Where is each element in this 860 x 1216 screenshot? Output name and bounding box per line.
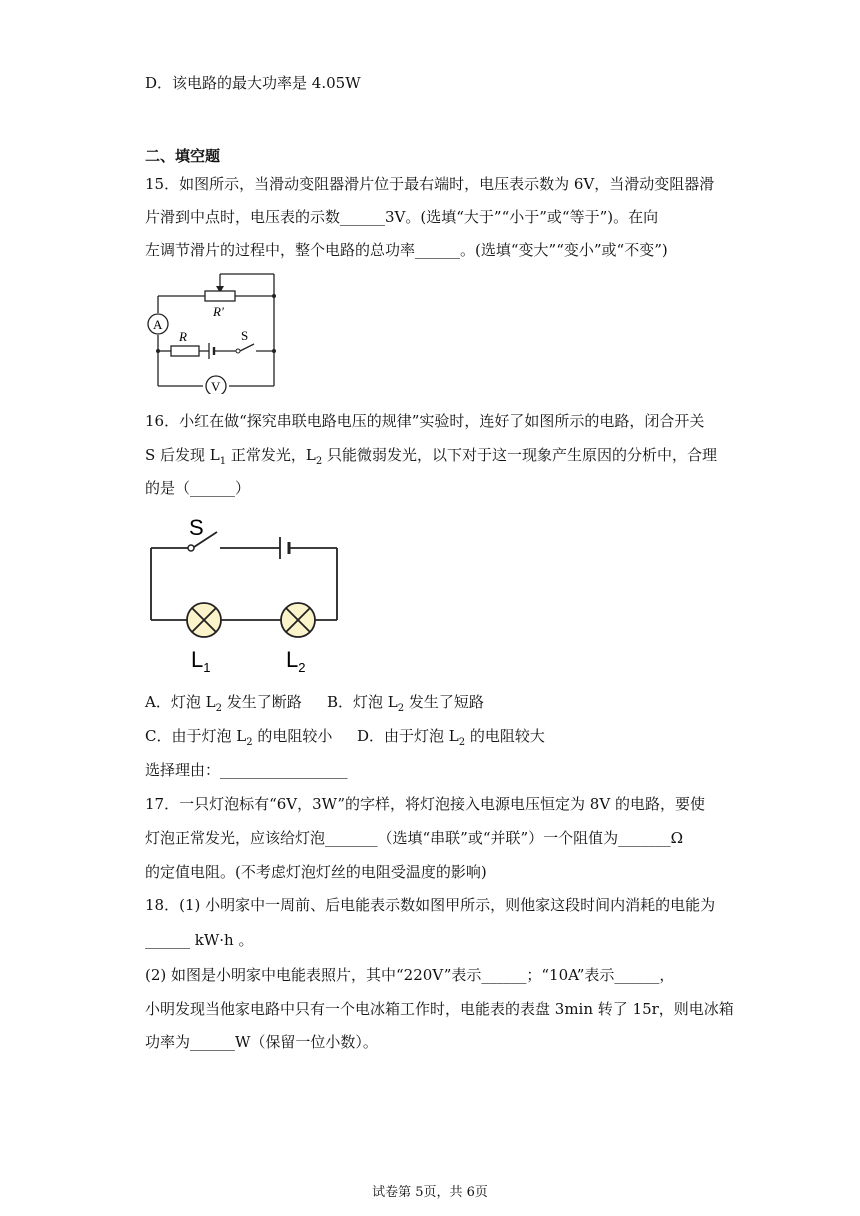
q16-option-d: D．由于灯泡 $L_2$ 的电阻较大 [357, 727, 545, 748]
q18-line-3: (2) 如图是小明家中电能表照片，其中“220V”表示______；“10A”表示______， [145, 966, 675, 984]
q15-label-voltmeter: V [211, 379, 221, 394]
q16-label-switch: S [189, 515, 204, 540]
q16-label-lamp1: $L_1$ [191, 647, 211, 675]
section-title: 二、填空题 [145, 147, 221, 165]
q18-line-1: 18．(1) 小明家中一周前、后电能表示数如图甲所示，则他家这段时间内消耗的电能为 [145, 896, 716, 914]
q17-line-2: 灯泡正常发光，应该给灯泡_______（选填“串联”或“并联”）一个阻值为_______Ω [145, 829, 684, 847]
q16-line-1: 16．小红在做“探究串联电路电压的规律”实验时，连好了如图所示的电路，闭合开关 [145, 412, 705, 430]
q15-label-resistor: R [179, 329, 187, 344]
q15-label-ammeter: A [153, 317, 163, 332]
q18-line-2: ______ kW·h 。 [145, 931, 254, 949]
q17-line-3: 的定值电阻。(不考虑灯泡灯丝的电阻受温度的影响) [145, 863, 487, 881]
q18-line-5: 功率为______W（保留一位小数）。 [145, 1033, 378, 1051]
q18-line-4: 小明发现当他家电路中只有一个电冰箱工作时，电能表的表盘 3min 转了 15r，则电冰箱 [145, 1000, 734, 1018]
q16-option-c: C．由于灯泡 $L_2$ 的电阻较小 [145, 727, 333, 748]
q16-label-lamp2: $L_2$ [286, 647, 306, 675]
q16-option-b: B．灯泡 $L_2$ 发生了短路 [327, 693, 484, 714]
q17-line-1: 17．一只灯泡标有“6V，3W”的字样，将灯泡接入电源电压恒定为 8V 的电路，要使 [145, 795, 705, 813]
q16-option-a: A．灯泡 $L_2$ 发生了断路 [145, 693, 302, 714]
option-d-q14: D．该电路的最大功率是 4.05W [145, 74, 361, 92]
q15-label-rheostat: R' [213, 304, 224, 319]
q15-label-switch: S [241, 328, 249, 343]
q16-line-3: 的是（______） [145, 479, 251, 497]
q16-reason: 选择理由：_________________ [145, 761, 348, 779]
q15-circuit-diagram [143, 268, 283, 394]
q15-line-3: 左调节滑片的过程中，整个电路的总功率______。(选填“变大”“变小”或“不变”) [145, 241, 668, 259]
q15-line-1: 15．如图所示，当滑动变阻器滑片位于最右端时，电压表示数为 6V，当滑动变阻器滑 [145, 175, 715, 193]
q16-line-2: S 后发现 $L_1$ 正常发光，$L_2$ 只能微弱发光，以下对于这一现象产生原因的分析中，合理 [145, 446, 718, 467]
q16-circuit-diagram [145, 513, 345, 675]
page-footer: 试卷第 5页，共 6页 [372, 1185, 488, 1200]
q15-line-2: 片滑到中点时，电压表的示数______3V。(选填“大于”“小于”或“等于”)。在向 [145, 208, 659, 226]
